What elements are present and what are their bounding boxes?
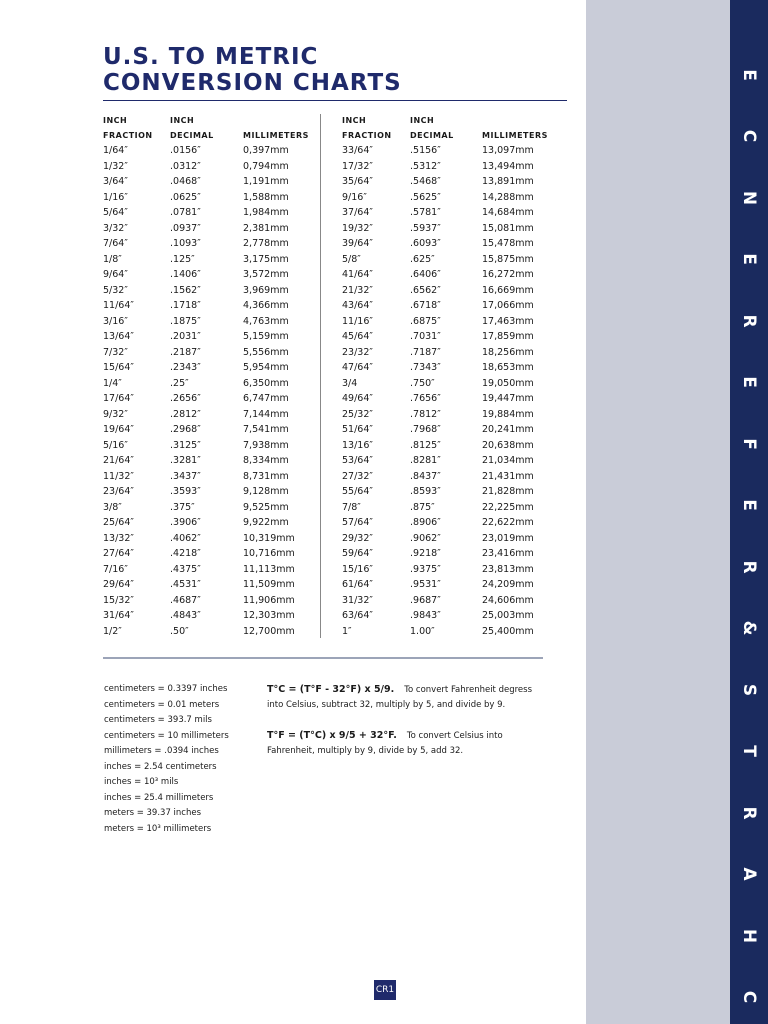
header-inch-left-2: INCH [170, 116, 195, 125]
side-tab-letter: N [739, 190, 759, 205]
table-cell-left-fraction: 3/16″ [103, 315, 128, 327]
table-cell-right-fraction: 21/32″ [342, 284, 373, 296]
table-cell-left-fraction: 17/64″ [103, 393, 134, 404]
equivalent-item: centimeters = 393.7 mils [104, 715, 212, 725]
table-cell-right-decimal: .750″ [410, 377, 435, 389]
page-number-badge: CR1 [374, 980, 396, 1000]
table-cell-left-fraction: 29/64″ [103, 579, 134, 590]
table-cell-left-decimal: .4375″ [170, 563, 201, 575]
table-cell-right-millimeters: 13,891mm [482, 176, 534, 187]
header-inch-right-2: INCH [410, 116, 435, 125]
table-cell-left-millimeters: 9,128mm [243, 486, 289, 497]
equivalent-item: millimeters = .0394 inches [104, 746, 219, 756]
table-cell-right-millimeters: 23,416mm [482, 548, 534, 559]
table-cell-left-millimeters: 11,509mm [243, 579, 295, 590]
table-cell-right-fraction: 39/64″ [342, 238, 373, 249]
table-cell-right-decimal: .6406″ [410, 269, 441, 280]
table-cell-right-millimeters: 25,400mm [482, 625, 534, 637]
table-cell-left-millimeters: 1,984mm [243, 207, 289, 218]
table-cell-right-fraction: 27/32″ [342, 470, 373, 482]
table-cell-left-decimal: .1406″ [170, 269, 201, 280]
table-cell-left-fraction: 7/32″ [103, 346, 128, 358]
table-cell-left-fraction: 5/16″ [103, 439, 128, 451]
table-cell-left-fraction: 1/4″ [103, 377, 122, 389]
table-cell-right-decimal: .7343″ [410, 362, 441, 373]
table-cell-right-millimeters: 19,447mm [482, 393, 534, 404]
table-cell-left-fraction: 9/32″ [103, 408, 128, 420]
table-cell-right-decimal: .7187″ [410, 346, 441, 358]
table-cell-right-fraction: 33/64″ [342, 145, 373, 156]
table-cell-left-decimal: .3437″ [170, 470, 201, 482]
table-cell-right-decimal: .8125″ [410, 439, 441, 451]
table-cell-left-fraction: 3/64″ [103, 176, 128, 187]
table-cell-left-fraction: 13/32″ [103, 532, 134, 544]
table-cell-right-millimeters: 17,463mm [482, 315, 534, 327]
table-cell-right-decimal: .875″ [410, 501, 435, 513]
table-cell-left-decimal: .0781″ [170, 207, 201, 218]
table-cell-right-fraction: 9/16″ [342, 191, 367, 203]
table-cell-right-millimeters: 20,638mm [482, 439, 534, 451]
table-cell-left-millimeters: 2,381mm [243, 222, 289, 234]
side-tab-letter: E [739, 68, 759, 81]
table-cell-right-decimal: .625″ [410, 253, 435, 265]
table-cell-right-decimal: .7968″ [410, 424, 441, 435]
table-cell-left-fraction: 1/16″ [103, 191, 128, 203]
side-tab-letter: R [739, 559, 759, 574]
table-cell-left-decimal: .2343″ [170, 362, 201, 373]
table-cell-right-fraction: 5/8″ [342, 253, 361, 265]
table-cell-left-decimal: .2968″ [170, 424, 201, 435]
table-cell-left-millimeters: 7,541mm [243, 424, 289, 435]
side-tab-letter: C [739, 129, 759, 143]
table-cell-left-millimeters: 7,144mm [243, 408, 289, 420]
table-cell-right-fraction: 55/64″ [342, 486, 373, 497]
table-cell-left-fraction: 11/64″ [103, 300, 134, 311]
table-cell-left-millimeters: 5,159mm [243, 331, 289, 342]
table-cell-right-millimeters: 23,813mm [482, 563, 534, 575]
table-cell-left-decimal: .4062″ [170, 532, 201, 544]
table-cell-left-decimal: .0937″ [170, 222, 201, 234]
equivalent-item: inches = 25.4 millimeters [104, 792, 214, 803]
celsius-conversion [267, 684, 532, 695]
table-cell-right-decimal: .6562″ [410, 284, 441, 296]
table-cell-left-decimal: .1718″ [170, 300, 201, 311]
table-cell-right-fraction: 61/64″ [342, 579, 373, 590]
table-cell-right-fraction: 41/64″ [342, 269, 373, 280]
side-tab-letter: T [739, 745, 759, 757]
table-cell-right-decimal: .5781″ [410, 207, 441, 218]
table-cell-left-decimal: .0156″ [170, 145, 201, 156]
table-cell-left-decimal: .4843″ [170, 610, 201, 621]
table-cell-right-decimal: .7656″ [410, 393, 441, 404]
equivalent-item: meters = 39.37 inches [104, 808, 202, 818]
page-title-line2: CONVERSION CHARTS [103, 70, 402, 96]
equivalent-item: centimeters = 10 millimeters [104, 730, 229, 741]
table-cell-left-fraction: 1/32″ [103, 160, 128, 172]
table-cell-left-decimal: .2187″ [170, 346, 201, 358]
table-cell-left-millimeters: 1,588mm [243, 191, 289, 203]
table-cell-right-decimal: .9062″ [410, 532, 441, 544]
table-cell-right-millimeters: 21,828mm [482, 486, 534, 497]
side-tab-letter: R [739, 313, 759, 328]
side-tab-letter: A [739, 867, 759, 881]
table-cell-right-millimeters: 17,066mm [482, 300, 534, 311]
table-cell-left-decimal: .3125″ [170, 439, 201, 451]
table-cell-right-decimal: .5156″ [410, 145, 441, 156]
table-cell-left-millimeters: 0,794mm [243, 160, 289, 172]
table-cell-right-fraction: 31/32″ [342, 594, 373, 606]
table-cell-left-fraction: 23/64″ [103, 486, 134, 497]
table-cell-left-fraction: 9/64″ [103, 269, 128, 280]
table-cell-left-millimeters: 8,334mm [243, 455, 289, 466]
table-cell-right-fraction: 35/64″ [342, 176, 373, 187]
table-cell-right-fraction: 51/64″ [342, 424, 373, 435]
table-cell-left-decimal: .1093″ [170, 238, 201, 249]
fahrenheit-conversion [267, 730, 503, 741]
celsius-formula: T°C = (T°F - 32°F) x 5/9. [267, 684, 395, 695]
table-cell-left-millimeters: 9,525mm [243, 501, 289, 513]
table-cell-right-fraction: 25/32″ [342, 408, 373, 420]
table-cell-left-decimal: .2812″ [170, 408, 201, 420]
table-cell-left-fraction: 1/2″ [103, 625, 122, 637]
table-cell-left-decimal: .1562″ [170, 284, 201, 296]
table-cell-right-fraction: 15/16″ [342, 563, 373, 575]
table-cell-right-fraction: 19/32″ [342, 222, 373, 234]
page-title-line1: U.S. TO METRIC [103, 44, 319, 70]
table-cell-right-millimeters: 21,034mm [482, 455, 534, 466]
table-cell-left-decimal: .4531″ [170, 579, 201, 590]
table-cell-right-decimal: .9375″ [410, 563, 441, 575]
table-cell-right-millimeters: 18,653mm [482, 362, 534, 373]
table-cell-left-millimeters: 7,938mm [243, 439, 289, 451]
table-cell-left-fraction: 1/64″ [103, 145, 128, 156]
celsius-text-1: To convert Fahrenheit degress [404, 685, 533, 695]
side-tab-letter: S [739, 683, 759, 696]
table-cell-left-decimal: .50″ [170, 625, 189, 637]
side-tab-letter: F [739, 437, 759, 450]
table-cell-right-decimal: .7031″ [410, 331, 441, 342]
table-cell-right-millimeters: 15,478mm [482, 238, 534, 249]
table-cell-right-fraction: 53/64″ [342, 455, 373, 466]
equivalent-item: meters = 10³ millimeters [104, 823, 212, 834]
table-cell-right-decimal: .8593″ [410, 486, 441, 497]
equivalent-item: inches = 2.54 centimeters [104, 761, 217, 772]
table-cell-right-fraction: 43/64″ [342, 300, 373, 311]
header-decimal-left: DECIMAL [170, 131, 214, 140]
table-cell-right-millimeters: 19,050mm [482, 377, 534, 389]
table-cell-left-fraction: 7/16″ [103, 563, 128, 575]
celsius-text-2: into Celsius, subtract 32, multiply by 5, and divide by 9. [267, 700, 506, 710]
table-cell-right-decimal: .5625″ [410, 191, 441, 203]
table-cell-right-millimeters: 24,606mm [482, 594, 534, 606]
table-cell-right-decimal: .6875″ [410, 315, 441, 327]
table-cell-right-millimeters: 22,622mm [482, 517, 534, 528]
title-rule [103, 100, 567, 101]
header-fraction-right: FRACTION [342, 131, 392, 140]
table-cell-right-fraction: 47/64″ [342, 362, 373, 373]
table-cell-right-millimeters: 20,241mm [482, 424, 534, 435]
table-cell-left-fraction: 15/64″ [103, 362, 134, 373]
table-cell-right-millimeters: 22,225mm [482, 501, 534, 513]
table-cell-left-decimal: .4687″ [170, 594, 201, 606]
table-cell-right-millimeters: 23,019mm [482, 532, 534, 544]
table-cell-left-decimal: .2656″ [170, 393, 201, 404]
side-tab-letter: R [739, 805, 759, 820]
table-cell-left-fraction: 7/64″ [103, 238, 128, 249]
header-millimeters-left: MILLIMETERS [243, 131, 309, 140]
table-cell-left-decimal: .3281″ [170, 455, 201, 466]
table-cell-right-fraction: 23/32″ [342, 346, 373, 358]
table-cell-left-fraction: 15/32″ [103, 594, 134, 606]
table-cell-right-decimal: .5937″ [410, 222, 441, 234]
table-cell-left-decimal: .3593″ [170, 486, 201, 497]
table-cell-right-decimal: .5312″ [410, 160, 441, 172]
header-millimeters-right: MILLIMETERS [482, 131, 548, 140]
table-cell-left-fraction: 25/64″ [103, 517, 134, 528]
table-cell-left-millimeters: 9,922mm [243, 517, 289, 528]
table-cell-right-decimal: .9218″ [410, 548, 441, 559]
table-cell-left-millimeters: 5,556mm [243, 346, 289, 358]
table-cell-right-fraction: 59/64″ [342, 548, 373, 559]
table-cell-left-decimal: .1875″ [170, 315, 201, 327]
table-cell-right-decimal: .6093″ [410, 238, 441, 249]
table-cell-left-millimeters: 3,969mm [243, 284, 289, 296]
table-cell-right-decimal: .8281″ [410, 455, 441, 466]
table-cell-right-millimeters: 14,288mm [482, 191, 534, 203]
table-cell-left-decimal: .0625″ [170, 191, 201, 203]
table-cell-right-fraction: 3/4 [342, 377, 358, 389]
table-cell-left-millimeters: 11,906mm [243, 594, 295, 606]
table-cell-left-millimeters: 0,397mm [243, 145, 289, 156]
table-cell-left-fraction: 21/64″ [103, 455, 134, 466]
table-cell-left-decimal: .375″ [170, 501, 195, 513]
table-cell-left-decimal: .4218″ [170, 548, 201, 559]
table-cell-right-fraction: 13/16″ [342, 439, 373, 451]
table-cell-left-fraction: 3/8″ [103, 501, 122, 513]
table-cell-left-decimal: .0468″ [170, 176, 201, 187]
table-cell-right-decimal: .5468″ [410, 176, 441, 187]
fahrenheit-text-1: To convert Celsius into [406, 731, 503, 741]
table-cell-left-millimeters: 1,191mm [243, 176, 289, 187]
header-inch-right-1: INCH [342, 116, 367, 125]
table-cell-left-fraction: 5/32″ [103, 284, 128, 296]
table-cell-left-millimeters: 10,716mm [243, 548, 295, 559]
table-cell-left-millimeters: 3,175mm [243, 253, 289, 265]
table-cell-right-decimal: .7812″ [410, 408, 441, 420]
table-cell-left-millimeters: 11,113mm [243, 563, 295, 575]
table-cell-right-millimeters: 17,859mm [482, 331, 534, 342]
table-cell-right-decimal: .9531″ [410, 579, 441, 590]
table-cell-right-millimeters: 19,884mm [482, 408, 534, 420]
table-cell-right-fraction: 29/32″ [342, 532, 373, 544]
table-cell-right-fraction: 57/64″ [342, 517, 373, 528]
table-cell-right-decimal: .9687″ [410, 594, 441, 606]
fahrenheit-text-2: Fahrenheit, multiply by 9, divide by 5, add 32. [267, 746, 464, 756]
table-cell-right-millimeters: 13,494mm [482, 160, 534, 172]
equivalent-item: inches = 10³ mils [104, 777, 179, 787]
table-cell-right-decimal: .6718″ [410, 300, 441, 311]
header-fraction-left: FRACTION [103, 131, 153, 140]
section-divider [103, 657, 543, 659]
table-cell-right-millimeters: 18,256mm [482, 346, 534, 358]
table-cell-left-decimal: .2031″ [170, 331, 201, 342]
table-cell-left-fraction: 11/32″ [103, 470, 134, 482]
table-cell-right-fraction: 17/32″ [342, 160, 373, 172]
table-cell-left-fraction: 5/64″ [103, 207, 128, 218]
header-decimal-right: DECIMAL [410, 131, 454, 140]
table-cell-left-millimeters: 4,366mm [243, 300, 289, 311]
table-cell-left-millimeters: 6,350mm [243, 377, 289, 389]
table-cell-left-millimeters: 12,303mm [243, 610, 295, 621]
fahrenheit-formula: T°F = (T°C) x 9/5 + 32°F. [267, 730, 397, 741]
side-gray-band [586, 0, 730, 1024]
side-tab-letter: E [739, 376, 759, 388]
header-inch-left-1: INCH [103, 116, 128, 125]
side-tab-letter: & [739, 620, 759, 636]
table-cell-right-millimeters: 16,272mm [482, 269, 534, 280]
table-cell-left-millimeters: 4,763mm [243, 315, 289, 327]
table-cell-right-millimeters: 21,431mm [482, 470, 534, 482]
table-cell-left-millimeters: 12,700mm [243, 625, 295, 637]
table-cell-right-fraction: 45/64″ [342, 331, 373, 342]
table-cell-right-millimeters: 15,875mm [482, 253, 534, 265]
table-cell-left-fraction: 19/64″ [103, 424, 134, 435]
table-cell-left-millimeters: 6,747mm [243, 393, 289, 404]
table-cell-right-decimal: 1.00″ [410, 625, 435, 637]
table-cell-left-fraction: 1/8″ [103, 253, 122, 265]
table-cell-left-millimeters: 2,778mm [243, 238, 289, 249]
table-cell-left-fraction: 27/64″ [103, 548, 134, 559]
equivalent-item: centimeters = 0.01 meters [104, 699, 220, 710]
table-cell-right-millimeters: 25,003mm [482, 610, 534, 621]
table-cell-right-decimal: .8437″ [410, 470, 441, 482]
table-cell-left-millimeters: 5,954mm [243, 362, 289, 373]
table-cell-right-millimeters: 14,684mm [482, 207, 534, 218]
equivalent-item: centimeters = 0.3397 inches [104, 684, 228, 694]
table-column-divider [320, 114, 321, 638]
table-cell-left-millimeters: 3,572mm [243, 269, 289, 280]
table-cell-right-millimeters: 15,081mm [482, 222, 534, 234]
table-cell-right-fraction: 49/64″ [342, 393, 373, 404]
table-cell-left-millimeters: 8,731mm [243, 470, 289, 482]
table-cell-right-decimal: .8906″ [410, 517, 441, 528]
side-tab-letter: C [739, 990, 759, 1004]
table-cell-right-millimeters: 16,669mm [482, 284, 534, 296]
table-cell-left-fraction: 3/32″ [103, 222, 128, 234]
table-cell-right-fraction: 63/64″ [342, 610, 373, 621]
table-cell-right-fraction: 37/64″ [342, 207, 373, 218]
table-cell-right-millimeters: 24,209mm [482, 579, 534, 590]
table-cell-right-millimeters: 13,097mm [482, 145, 534, 156]
table-cell-left-decimal: .125″ [170, 253, 195, 265]
table-cell-left-fraction: 13/64″ [103, 331, 134, 342]
side-tab-letter: H [739, 928, 759, 943]
table-cell-left-fraction: 31/64″ [103, 610, 134, 621]
table-cell-left-decimal: .0312″ [170, 160, 201, 172]
table-cell-right-fraction: 7/8″ [342, 501, 361, 513]
table-cell-left-decimal: .25″ [170, 377, 189, 389]
table-cell-right-fraction: 1″ [342, 625, 352, 637]
table-cell-left-decimal: .3906″ [170, 517, 201, 528]
table-cell-right-fraction: 11/16″ [342, 315, 373, 327]
side-tab-letter: E [739, 499, 759, 511]
side-tab-letter: E [739, 253, 759, 265]
table-cell-left-millimeters: 10,319mm [243, 532, 295, 544]
table-cell-right-decimal: .9843″ [410, 610, 441, 621]
